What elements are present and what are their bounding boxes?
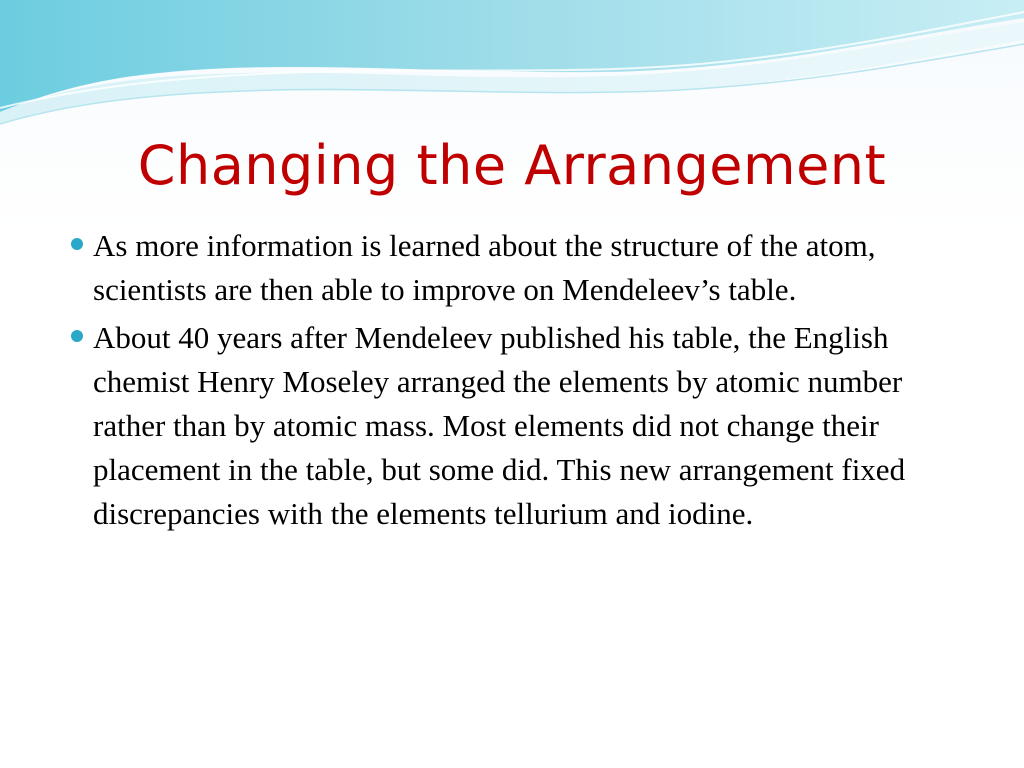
bullet-dot-icon — [71, 238, 83, 250]
bullet-dot-icon — [71, 330, 83, 342]
bullet-text: As more information is learned about the structure of the atom, scientists are then able to improve on Mendeleev’s table. — [93, 228, 876, 307]
bullet-text: About 40 years after Mendeleev published his table, the English chemist Henry Moseley arranged the elements by atomic number rather than by atomic mass. Most elements did not change their placement in the table, but some did. This new arrangement fixed discrepancies with the elements tellurium and iodine. — [93, 320, 906, 531]
header-wave-decoration — [0, 0, 1024, 130]
bullet-item — [60, 316, 960, 536]
bullet-list — [60, 224, 960, 540]
slide-title: Changing the Arrangement — [137, 134, 887, 197]
bullet-item — [60, 224, 960, 312]
